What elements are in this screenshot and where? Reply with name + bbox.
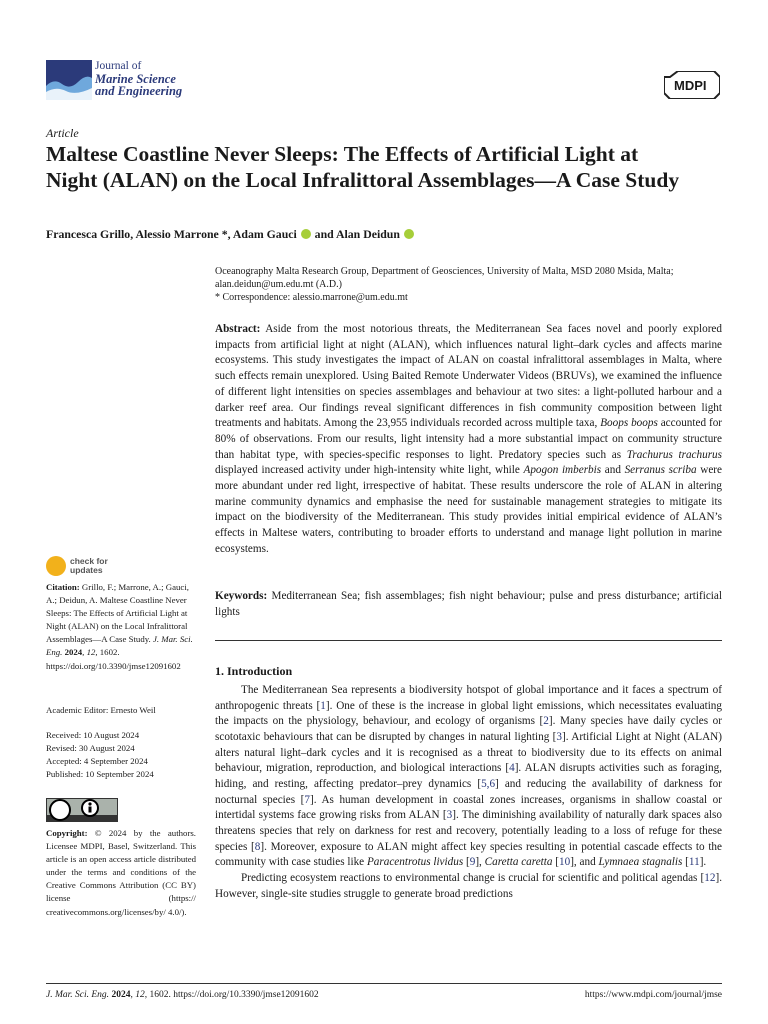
text: ]. One of these is the increase in global light emissions, which necessitates evaluating the impacts on the physiology, behaviour, and ecology of organisms [ — [215, 699, 722, 728]
affiliation-email[interactable]: alan.deidun@um.edu.mt (A.D.) — [215, 279, 342, 290]
citation-year: 2024 — [62, 647, 83, 658]
article-type: Article — [46, 126, 79, 140]
text: ]. Moreover, exposure to ALAN might affect key species resulting in potential cascade effects to the community with case studies like — [215, 840, 722, 869]
journal-name — [95, 60, 182, 98]
author-list — [46, 227, 415, 242]
citation-journal: J. Mar. Sci. Eng. — [46, 634, 193, 658]
check-line1: check for — [70, 556, 108, 566]
citation-label: Citation: — [46, 582, 80, 592]
footer-divider — [46, 983, 722, 984]
text: ]. ALAN disrupts activities such as foraging, hiding, and resting, affecting predator–prey dynamics [ — [215, 762, 722, 790]
paragraph — [215, 871, 722, 902]
species-name: Lymnaea stagnalis — [598, 856, 683, 869]
authors-text-1: Francesca Grillo, Alessio Marrone *, Adam Gauci — [46, 227, 297, 241]
species-name: Caretta caretta — [484, 856, 553, 869]
dates-block — [46, 729, 196, 781]
species-name: Apogon imberbis — [523, 464, 602, 477]
species-name: Serranus scriba — [624, 464, 697, 477]
abstract-label: Abstract: — [215, 323, 261, 335]
citation-block — [46, 581, 196, 673]
copyright-label: Copyright: — [46, 828, 88, 838]
section-heading: 1. Introduction — [215, 664, 293, 678]
citation-link[interactable]: 5,6 — [481, 777, 496, 790]
affiliation — [215, 265, 725, 304]
citation-volume: , 12 — [82, 647, 96, 658]
abstract-text: accounted for 80% of observations. From our results, light intensity had a more substantial impact on community structure than habitat type, with species-specific responses to light. Predatory species such as — [215, 417, 723, 461]
footer-citation: J. Mar. Sci. Eng. 2024, 12, 1602. https://doi.org/10.3390/jmse12091602 — [46, 990, 319, 1000]
paper-title: Maltese Coastline Never Sleeps: The Effects of Artificial Light at Night (ALAN) on the Local Infralittoral Assemblages—A Case Study — [46, 142, 680, 192]
revised-date: Revised: 30 August 2024 — [46, 743, 135, 754]
footer-doi[interactable]: , 1602. https://doi.org/10.3390/jmse12091602 — [144, 990, 319, 1000]
text: [ — [463, 856, 470, 869]
species-name: Boops boops — [600, 417, 658, 430]
citation-link[interactable]: 12 — [704, 871, 716, 884]
text: [ — [682, 856, 689, 869]
cc-by-license-icon[interactable] — [46, 798, 118, 822]
footer-journal: J. Mar. Sci. Eng. — [46, 990, 110, 1000]
copyright-block — [46, 827, 196, 919]
footer-year: 2024 — [111, 990, 131, 1000]
citation-link[interactable]: 8 — [254, 840, 261, 853]
abstract-text: displayed increased activity under high-intensity white light, while — [215, 464, 524, 477]
text: ]. Artificial Light at Night (ALAN) alters natural light–dark cycles and it is recognised as a threat to biodiversity due to its effects on animal behaviour, migration, reproduction, and biological interactions [ — [215, 730, 722, 775]
footer-journal-url[interactable]: https://www.mdpi.com/journal/jmse — [584, 990, 722, 1000]
species-name: Paracentrotus lividus — [366, 856, 464, 869]
abstract-text: Aside from the most notorious threats, the Mediterranean Sea faces novel and poorly explored impacts from artificial light at night (ALAN), which influences natural light–dark cycles and affects marine ecosystems. This study investigates the impact of ALAN on coastal infralittoral assemblages in Malta, where such effects remain unexplored. Using Baited Remote Underwater Videos (BRUVs), we examined the influence of different light intensities on species assemblages and behaviour at two sites: a light-polluted harbour and a darker reef area. Our findings reveal significant differences in fish community composition between light treatments and habitats. Among the 23,955 individuals recorded across multiple taxa, — [215, 323, 722, 430]
paragraph — [215, 683, 722, 871]
text: Predicting ecosystem reactions to environmental change is crucial for scientific and political agendas [ — [241, 871, 705, 884]
affiliation-line: Oceanography Malta Research Group, Department of Geosciences, University of Malta, MSD 2080 Msida, Malta; — [215, 266, 674, 277]
abstract-text: and — [601, 464, 625, 477]
academic-editor: Academic Editor: Ernesto Weil — [46, 705, 156, 715]
text: [ — [552, 856, 560, 869]
keywords — [215, 589, 722, 620]
section-divider — [215, 640, 722, 641]
text: ]. Many species have daily cycles or scototaxic behaviours that can be disrupted by changes in natural lighting [ — [215, 715, 722, 743]
citation-link[interactable]: 7 — [304, 793, 310, 806]
text: ]. However, single-site studies struggle to generate broad predictions — [215, 871, 722, 900]
text: The Mediterranean Sea represents a biodiversity hotspot of global importance and it faces a spectrum of anthropogenic threats [ — [215, 684, 722, 712]
citation-link[interactable]: 3 — [446, 809, 453, 822]
keywords-text: Mediterranean Sea; fish assemblages; fish night behaviour; pulse and press disturbance; artificial lights — [215, 590, 722, 618]
text: ] and reducing the availability of darkness for nocturnal species [ — [215, 777, 722, 806]
citation-link[interactable]: 9 — [469, 856, 476, 869]
citation-link[interactable]: 11 — [688, 856, 700, 869]
introduction-body — [215, 683, 722, 902]
abstract-text: were more abundant under red light, irrespective of habitat. These results underscore the role of ALAN in altering marine community dynamics and emphasise the need for sustainable management strategies to mitigate its impact on the biodiversity of the Mediterranean. This study provides initial empirical evidence of ALAN’s effects in Maltese waters, contributing to broader efforts to understand and manage light pollution in marine ecosystems. — [215, 464, 722, 555]
check-icon — [46, 556, 66, 576]
publisher-name: MDPI — [674, 78, 707, 93]
journal-logo-icon — [46, 60, 92, 100]
keywords-label: Keywords: — [215, 590, 268, 602]
text: ]. As human development in coastal zones increases, organisms in shallow coastal or intertidal systems face growing risks from ALAN [ — [215, 793, 722, 822]
species-name: Trachurus trachurus — [626, 448, 722, 461]
abstract — [215, 322, 722, 558]
text: ]. — [699, 856, 707, 869]
journal-of-label: Journal of — [95, 60, 142, 72]
check-line2: updates — [70, 565, 103, 575]
published-date: Published: 10 September 2024 — [46, 769, 154, 780]
footer-volume: 12 — [135, 990, 145, 1000]
check-for-updates-button[interactable] — [46, 556, 116, 578]
journal-name-line2: and Engineering — [95, 84, 183, 98]
authors-text-2: and Alan Deidun — [311, 227, 400, 241]
citation-link[interactable]: 3 — [556, 730, 562, 743]
citation-text: Grillo, F.; Marrone, A.; Gauci, A.; Deidun, A. Maltese Coastline Never Sleeps: The Effects of Artificial Light at Night (ALAN) on the Local Infralittoral Assemblages—A Case Study. — [46, 582, 189, 645]
text: ], — [475, 856, 485, 869]
copyright-text: © 2024 by the authors. Licensee MDPI, Basel, Switzerland. This article is an open access article distributed under the terms and conditions of the Creative Commons Attribution (CC BY) license (https:// creativecommons.org/licenses/by/ 4.0/). — [46, 828, 196, 917]
citation-link[interactable]: 2 — [543, 715, 549, 728]
citation-doi[interactable]: , 1602. https://doi.org/10.3390/jmse12091602 — [46, 647, 181, 671]
text: ]. The diminishing availability of naturally dark spaces also threatens species that rely on darkness for rest and recovery, potentially leading to a loss of refuge for these species [ — [215, 809, 722, 853]
orcid-icon[interactable] — [404, 229, 414, 239]
correspondence[interactable]: * Correspondence: alessio.marrone@um.edu.mt — [215, 292, 408, 303]
citation-link[interactable]: 4 — [509, 762, 515, 775]
citation-link[interactable]: 1 — [320, 699, 326, 712]
received-date: Received: 10 August 2024 — [46, 730, 140, 740]
orcid-icon[interactable] — [301, 229, 311, 239]
accepted-date: Accepted: 4 September 2024 — [46, 756, 148, 767]
journal-name-line1: Marine Science — [95, 71, 176, 86]
text: ], and — [570, 856, 599, 869]
check-for-updates-label — [70, 557, 108, 575]
citation-link[interactable]: 10 — [559, 856, 571, 869]
